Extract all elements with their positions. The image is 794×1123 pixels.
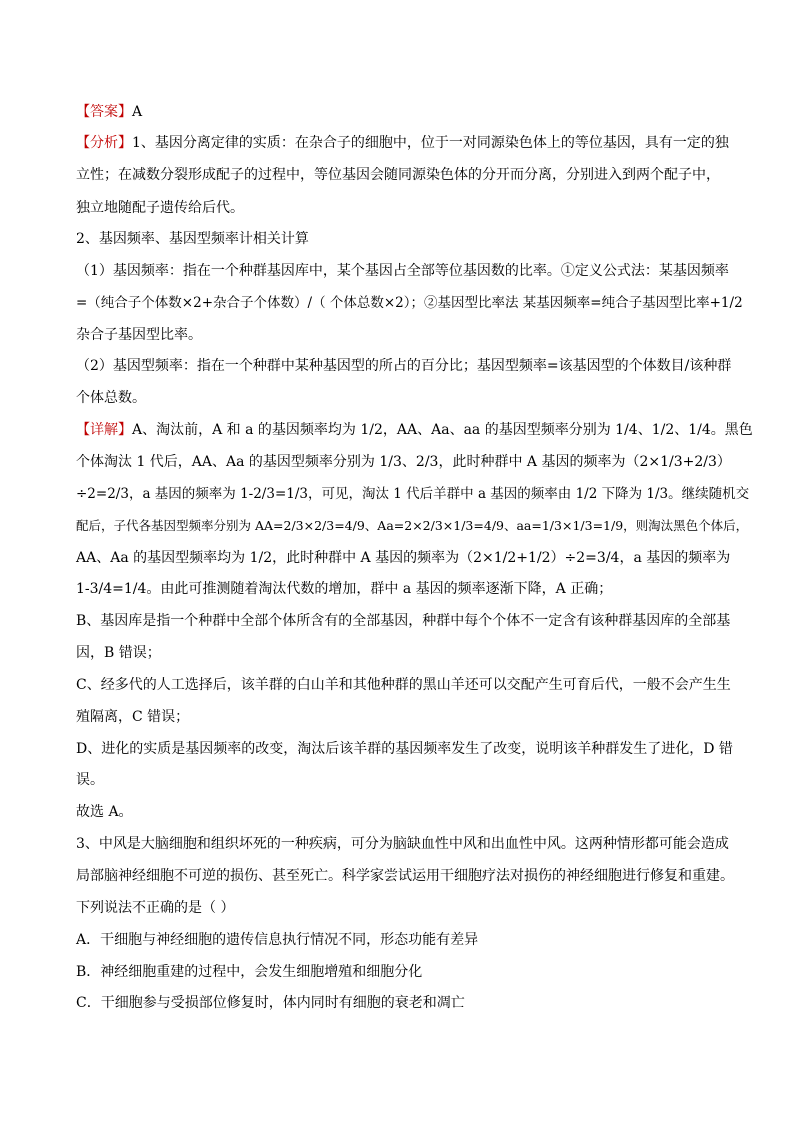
analysis-line-1	[76, 134, 729, 152]
detail-conclusion: 故选 A。	[76, 804, 133, 820]
analysis-line-3: 独立地随配子遗传给后代。	[76, 200, 244, 216]
detail-line-5: AA、Aa 的基因型频率均为 1/2，此时种群中 A 基因的频率为（2×1/2+1/2）÷2=3/4，a 基因的频率为	[76, 550, 731, 566]
question-line-2: 局部脑神经细胞不可逆的损伤、甚至死亡。科学家尝试运用干细胞疗法对损伤的神经细胞进行修复和重建。	[76, 868, 734, 884]
detail-line-10: 殖隔离，C 错误；	[76, 709, 190, 725]
detail-line-6: 1-3/4=1/4。由此可推测随着淘汰代数的增加，群中 a 基因的频率逐渐下降，A 正确；	[76, 581, 613, 597]
analysis-line-9: 个体总数。	[76, 390, 146, 406]
detail-line-4: 配后，子代各基因型频率分别为 AA=2/3×2/3=4/9、Aa=2×2/3×1/3=4/9、aa=1/3×1/3=1/9，则淘汰黑色个体后，	[76, 518, 749, 533]
analysis-line-8: （2）基因型频率：指在一个种群中某种基因型的所占的百分比；基因型频率=该基因型的个体数目/该种群	[76, 358, 732, 374]
question-option-c: C．干细胞参与受损部位修复时，体内同时有细胞的衰老和凋亡	[76, 995, 465, 1011]
analysis-line-4: 2、基因频率、基因型频率计相关计算	[76, 231, 309, 247]
detail-line-1	[76, 421, 753, 439]
detail-line-2: 个体淘汰 1 代后，AA、Aa 的基因型频率分别为 1/3、2/3，此时种群中 A 基因的频率为（2×1/3+2/3）	[76, 454, 731, 470]
analysis-line-2: 立性；在减数分裂形成配子的过程中，等位基因会随同源染色体的分开而分离，分别进入到两个配子中，	[76, 167, 720, 183]
analysis-line-6: =（纯合子个体数×2+杂合子个体数）/（ 个体总数×2）；②基因型比率法 某基因频率=纯合子基因型比率+1/2	[76, 295, 743, 311]
detail-line-8: 因，B 错误；	[76, 645, 161, 661]
detail-line-12: 误。	[76, 772, 104, 788]
analysis-tag: 【分析】	[76, 135, 132, 151]
analysis-line-7: 杂合子基因型比率。	[76, 327, 202, 343]
detail-line-7: B、基因库是指一个种群中全部个体所含有的全部基因，种群中每个个体不一定含有该种群基因库的全部基	[76, 613, 731, 629]
detail-tag: 【详解】	[76, 422, 132, 438]
detail-line-3: ÷2=2/3，a 基因的频率为 1-2/3=1/3，可见，淘汰 1 代后羊群中 a 基因的频率由 1/2 下降为 1/3。继续随机交	[76, 486, 750, 502]
detail-text: A、淘汰前，A 和 a 的基因频率均为 1/2，AA、Aa、aa 的基因型频率分别为 1/4、1/2、1/4。黑色	[132, 422, 753, 438]
answer-tag: 【答案】	[76, 104, 132, 120]
detail-line-11: D、进化的实质是基因频率的改变，淘汰后该羊群的基因频率发生了改变，说明该羊种群发生了进化，D 错	[76, 741, 733, 757]
analysis-text: 1、基因分离定律的实质：在杂合子的细胞中，位于一对同源染色体上的等位基因，具有一定的独	[132, 135, 729, 151]
answer-value: A	[132, 104, 143, 120]
analysis-line-5: （1）基因频率：指在一个种群基因库中，某个基因占全部等位基因数的比率。①定义公式法：某基因频率	[76, 263, 729, 279]
question-line-1: 3、中风是大脑细胞和组织坏死的一种疾病，可分为脑缺血性中风和出血性中风。这两种情形都可能会造成	[76, 836, 729, 852]
detail-line-9: C、经多代的人工选择后，该羊群的白山羊和其他种群的黑山羊还可以交配产生可育后代，一般不会产生生	[76, 677, 731, 693]
question-option-b: B．神经细胞重建的过程中，会发生细胞增殖和细胞分化	[76, 964, 423, 980]
question-option-a: A．干细胞与神经细胞的遗传信息执行情况不同，形态功能有差异	[76, 932, 479, 948]
answer-line	[76, 103, 142, 121]
question-line-3: 下列说法不正确的是（ ）	[76, 900, 235, 916]
